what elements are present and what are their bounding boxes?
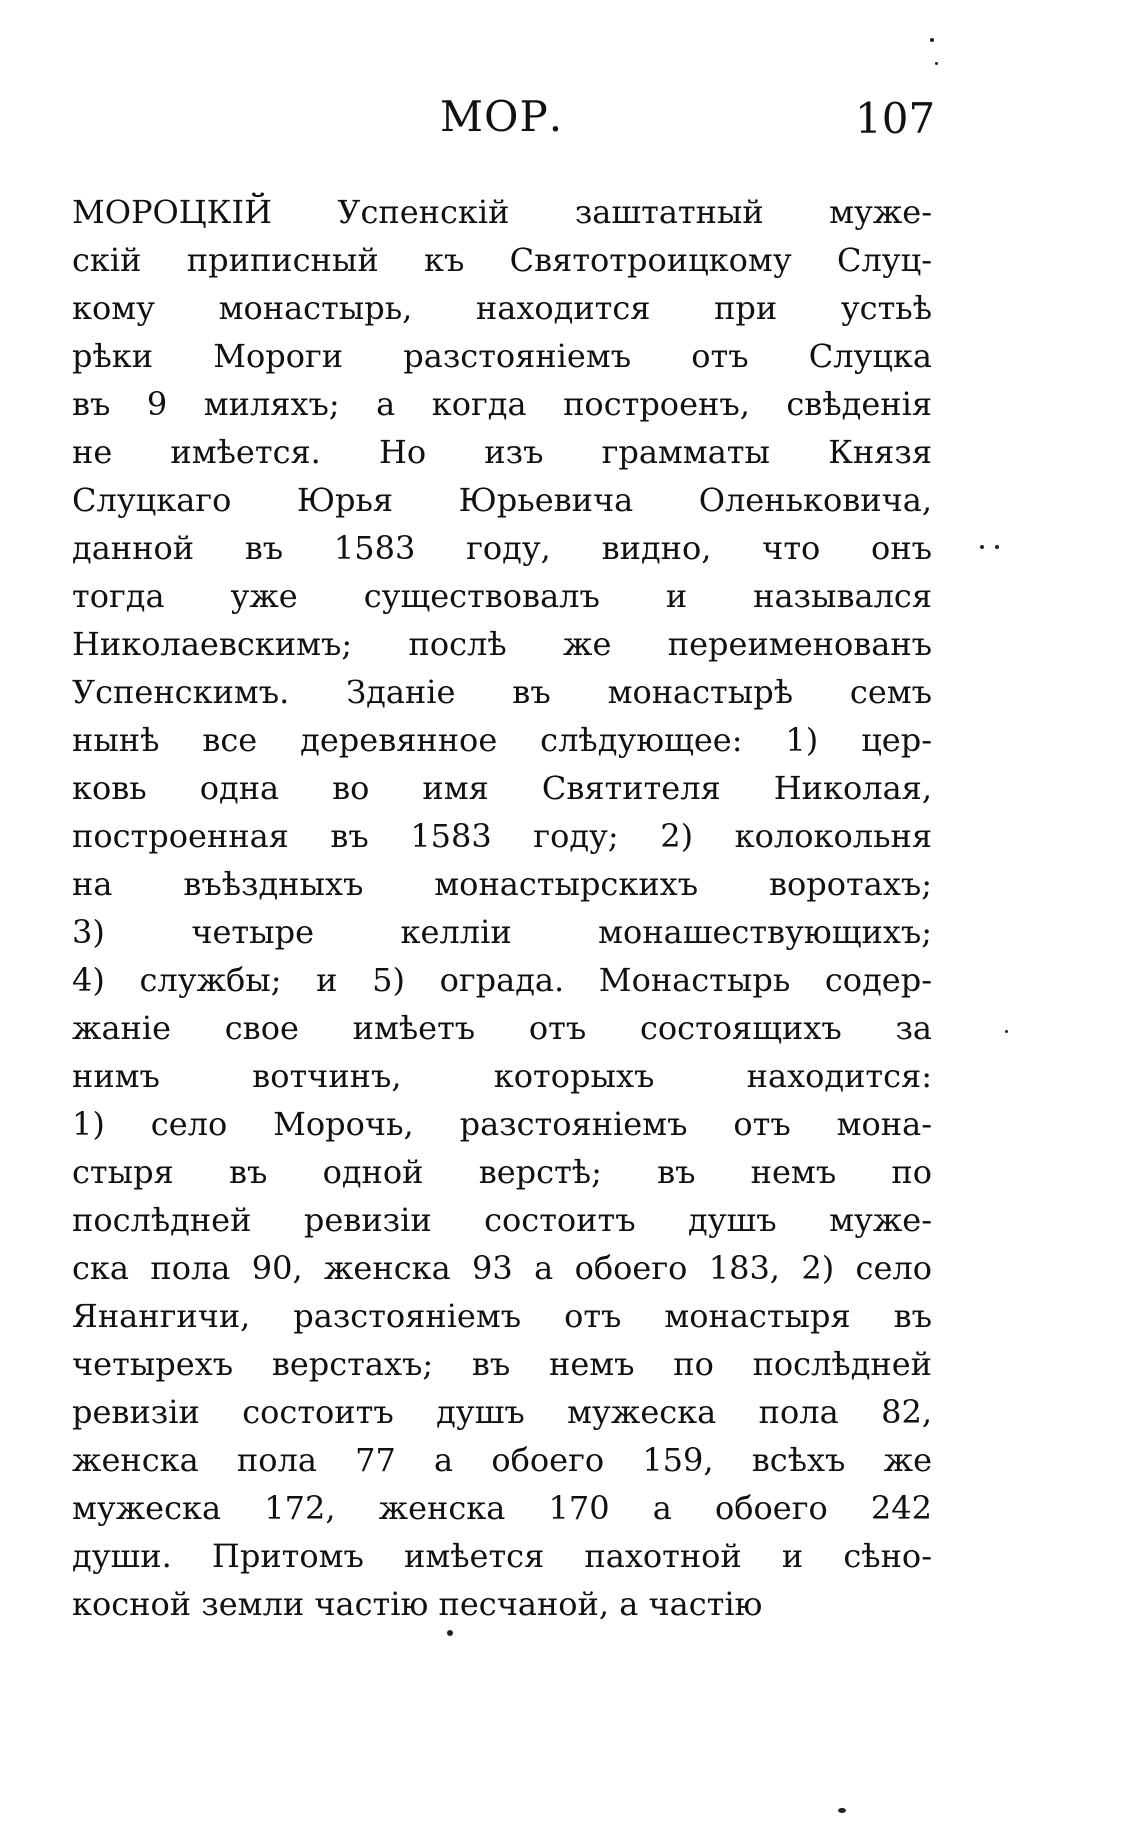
text-line: нимъ вотчинъ, которыхъ находится: [72, 1057, 932, 1095]
text-line: не имѣется. Но изъ грамматы Князя [72, 433, 932, 471]
text-line: Николаевскимъ; послѣ же переименованъ [72, 625, 932, 663]
text-line: четырехъ верстахъ; въ немъ по послѣдней [72, 1345, 932, 1383]
text-line: въ 9 миляхъ; а когда построенъ, свѣденiя [72, 385, 932, 423]
scan-speck [995, 545, 999, 549]
text-line: рѣки Мороги разстоянiемъ отъ Слуцка [72, 337, 932, 375]
scan-speck [980, 545, 984, 549]
text-line: ревизiи состоитъ душъ мужеска пола 82, [72, 1393, 932, 1431]
scan-speck [1005, 1030, 1008, 1033]
text-line: тогда уже существовалъ и назывался [72, 577, 932, 615]
text-line: 1) село Морочь, разстоянiемъ отъ мона- [72, 1105, 932, 1143]
text-line: женска пола 77 а обоего 159, всѣхъ же [72, 1441, 932, 1479]
scan-speck [930, 38, 934, 42]
text-line: ска пола 90, женска 93 а обоего 183, 2) село [72, 1249, 932, 1287]
text-line: МОРОЦКIЙ Успенскiй заштатный муже- [72, 193, 932, 231]
text-line: построенная въ 1583 году; 2) колокольня [72, 817, 932, 855]
text-line: 3) четыре келлiи монашествующихъ; [72, 913, 932, 951]
running-head: МОР. [440, 92, 564, 141]
text-line: косной земли частiю песчаной, а частiю [72, 1585, 763, 1623]
text-line: нынѣ все деревянное слѣдующее: 1) цер- [72, 721, 932, 759]
scan-speck [447, 1630, 453, 1636]
text-line: данной въ 1583 году, видно, что онъ [72, 529, 932, 567]
text-line: стыря въ одной верстѣ; въ немъ по [72, 1153, 932, 1191]
text-line: скiй приписный къ Святотроицкому Слуц- [72, 241, 932, 279]
text-line: жанiе свое имѣетъ отъ состоящихъ за [72, 1009, 932, 1047]
text-line: мужеска 172, женска 170 а обоего 242 [72, 1489, 932, 1527]
text-line: Янангичи, разстоянiемъ отъ монастыря въ [72, 1297, 932, 1335]
text-line: души. Притомъ имѣется пахотной и сѣно- [72, 1537, 932, 1575]
text-line: на въѣздныхъ монастырскихъ воротахъ; [72, 865, 932, 903]
text-line: ковь одна во имя Святителя Николая, [72, 769, 932, 807]
page-number: 107 [855, 94, 936, 143]
text-line: Успенскимъ. Зданiе въ монастырѣ семъ [72, 673, 932, 711]
text-line: послѣдней ревизiи состоитъ душъ муже- [72, 1201, 932, 1239]
page-header [0, 92, 1140, 152]
body-text [72, 188, 932, 1628]
scan-speck [935, 62, 938, 65]
scan-speck [838, 1808, 846, 1813]
text-line: 4) службы; и 5) ограда. Монастырь содер- [72, 961, 932, 999]
text-line: Слуцкаго Юрья Юрьевича Оленьковича, [72, 481, 932, 519]
text-line: кому монастырь, находится при устьѣ [72, 289, 932, 327]
